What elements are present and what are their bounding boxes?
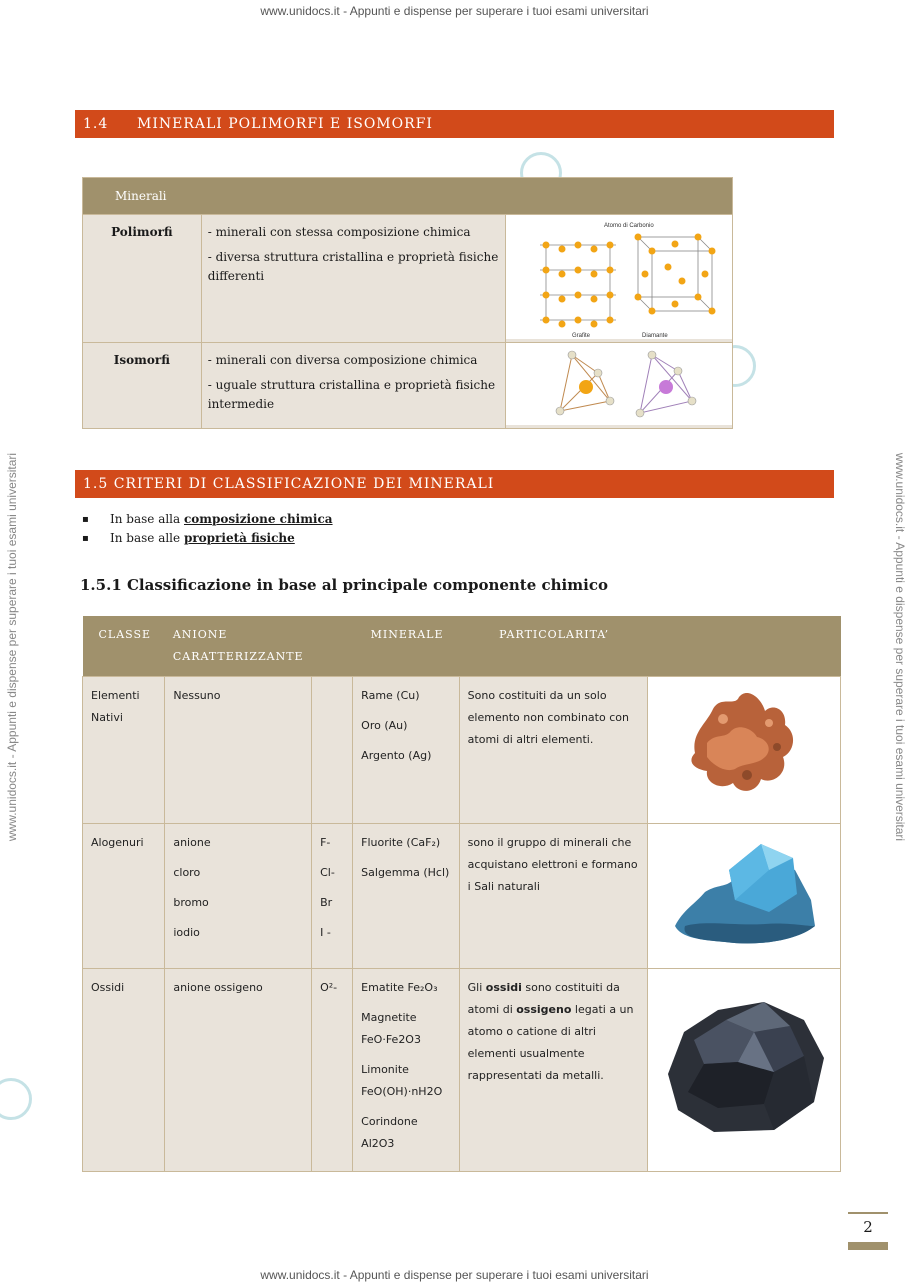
section-header (75, 110, 834, 138)
cell-particolarita: Gli ossidi sono costituiti da atomi di ossigeno legati a un atomo o catione di altri elementi usualmente rappresentati da metalli. (459, 969, 647, 1172)
subsection-heading: 1.5.1 Classificazione in base al principale componente chimico (80, 576, 608, 594)
watermark-top: www.unidocs.it - Appunti e dispense per superare i tuoi esami universitari (260, 4, 649, 18)
cell-simbolo: O²- (312, 969, 353, 1172)
cell-classe: Ossidi (83, 969, 165, 1172)
svg-text:Diamante: Diamante (641, 333, 668, 339)
table-header-row (83, 616, 841, 677)
svg-text:Grafite: Grafite (571, 333, 590, 339)
cell-classe: Elementi Nativi (83, 677, 165, 824)
column-header (312, 616, 353, 677)
row-label: Polimorfi (83, 215, 202, 343)
cell-anione: anione cloro bromo iodio (165, 824, 312, 969)
column-header (648, 616, 841, 677)
watermark-logo-icon (0, 1078, 32, 1120)
classification-table (82, 616, 841, 1172)
row-label: Isomorfi (83, 343, 202, 429)
magnetite-mineral-photo (648, 969, 841, 1172)
cell-simbolo (312, 677, 353, 824)
table-row (83, 343, 733, 429)
cell-simbolo: F- Cl- Br I - (312, 824, 353, 969)
carbon-structures-figure (505, 215, 732, 343)
cell-minerale: Fluorite (CaF₂) Salgemma (Hcl) (353, 824, 459, 969)
column-header: ANIONE CARATTERIZZANTE (165, 616, 312, 677)
section-title: 1.5 CRITERI DI CLASSIFICAZIONE DEI MINERALI (83, 476, 495, 492)
fluorite-mineral-photo (648, 824, 841, 969)
table-row (83, 215, 733, 343)
watermark-left: www.unidocs.it - Appunti e dispense per superare i tuoi esami universitari (5, 452, 19, 842)
section-title: MINERALI POLIMORFI E ISOMORFI (137, 116, 433, 132)
section-number: 1.4 (83, 116, 109, 132)
row-description: - minerali con stessa composizione chimica - diversa struttura cristallina e proprietà fisiche differenti (201, 215, 505, 343)
row-description: - minerali con diversa composizione chimica - uguale struttura cristallina e proprietà fisiche intermedie (201, 343, 505, 429)
table-row (83, 677, 841, 824)
column-header: MINERALE (353, 616, 459, 677)
cell-classe: Alogenuri (83, 824, 165, 969)
cell-minerale: Rame (Cu) Oro (Au) Argento (Ag) (353, 677, 459, 824)
tetrahedral-structures-figure (505, 343, 732, 429)
cell-anione: Nessuno (165, 677, 312, 824)
list-item: ▪ In base alle proprietà fisiche (82, 529, 333, 548)
list-item: ▪ In base alla composizione chimica (82, 510, 333, 529)
section-header (75, 470, 834, 498)
minerals-table (82, 177, 733, 429)
watermark-right: www.unidocs.it - Appunti e dispense per superare i tuoi esami universitari (893, 452, 907, 842)
table-header: Minerali (83, 178, 733, 215)
cell-minerale: Ematite Fe₂O₃ Magnetite FeO·Fe2O3 Limonite FeO(OH)·nH2O Corindone Al2O3 (353, 969, 459, 1172)
cell-particolarita: Sono costituiti da un solo elemento non combinato con atomi di altri elementi. (459, 677, 647, 824)
watermark-bottom: www.unidocs.it - Appunti e dispense per superare i tuoi esami universitari (260, 1268, 649, 1282)
cell-anione: anione ossigeno (165, 969, 312, 1172)
column-header: PARTICOLARITA’ (459, 616, 647, 677)
table-row (83, 969, 841, 1172)
column-header: CLASSE (83, 616, 165, 677)
bullet-list (82, 510, 333, 548)
cell-particolarita: sono il gruppo di minerali che acquistano elettroni e formano i Sali naturali (459, 824, 647, 969)
table-row (83, 824, 841, 969)
svg-text:Atomo di Carbonio: Atomo di Carbonio (603, 223, 654, 229)
copper-mineral-photo (648, 677, 841, 824)
